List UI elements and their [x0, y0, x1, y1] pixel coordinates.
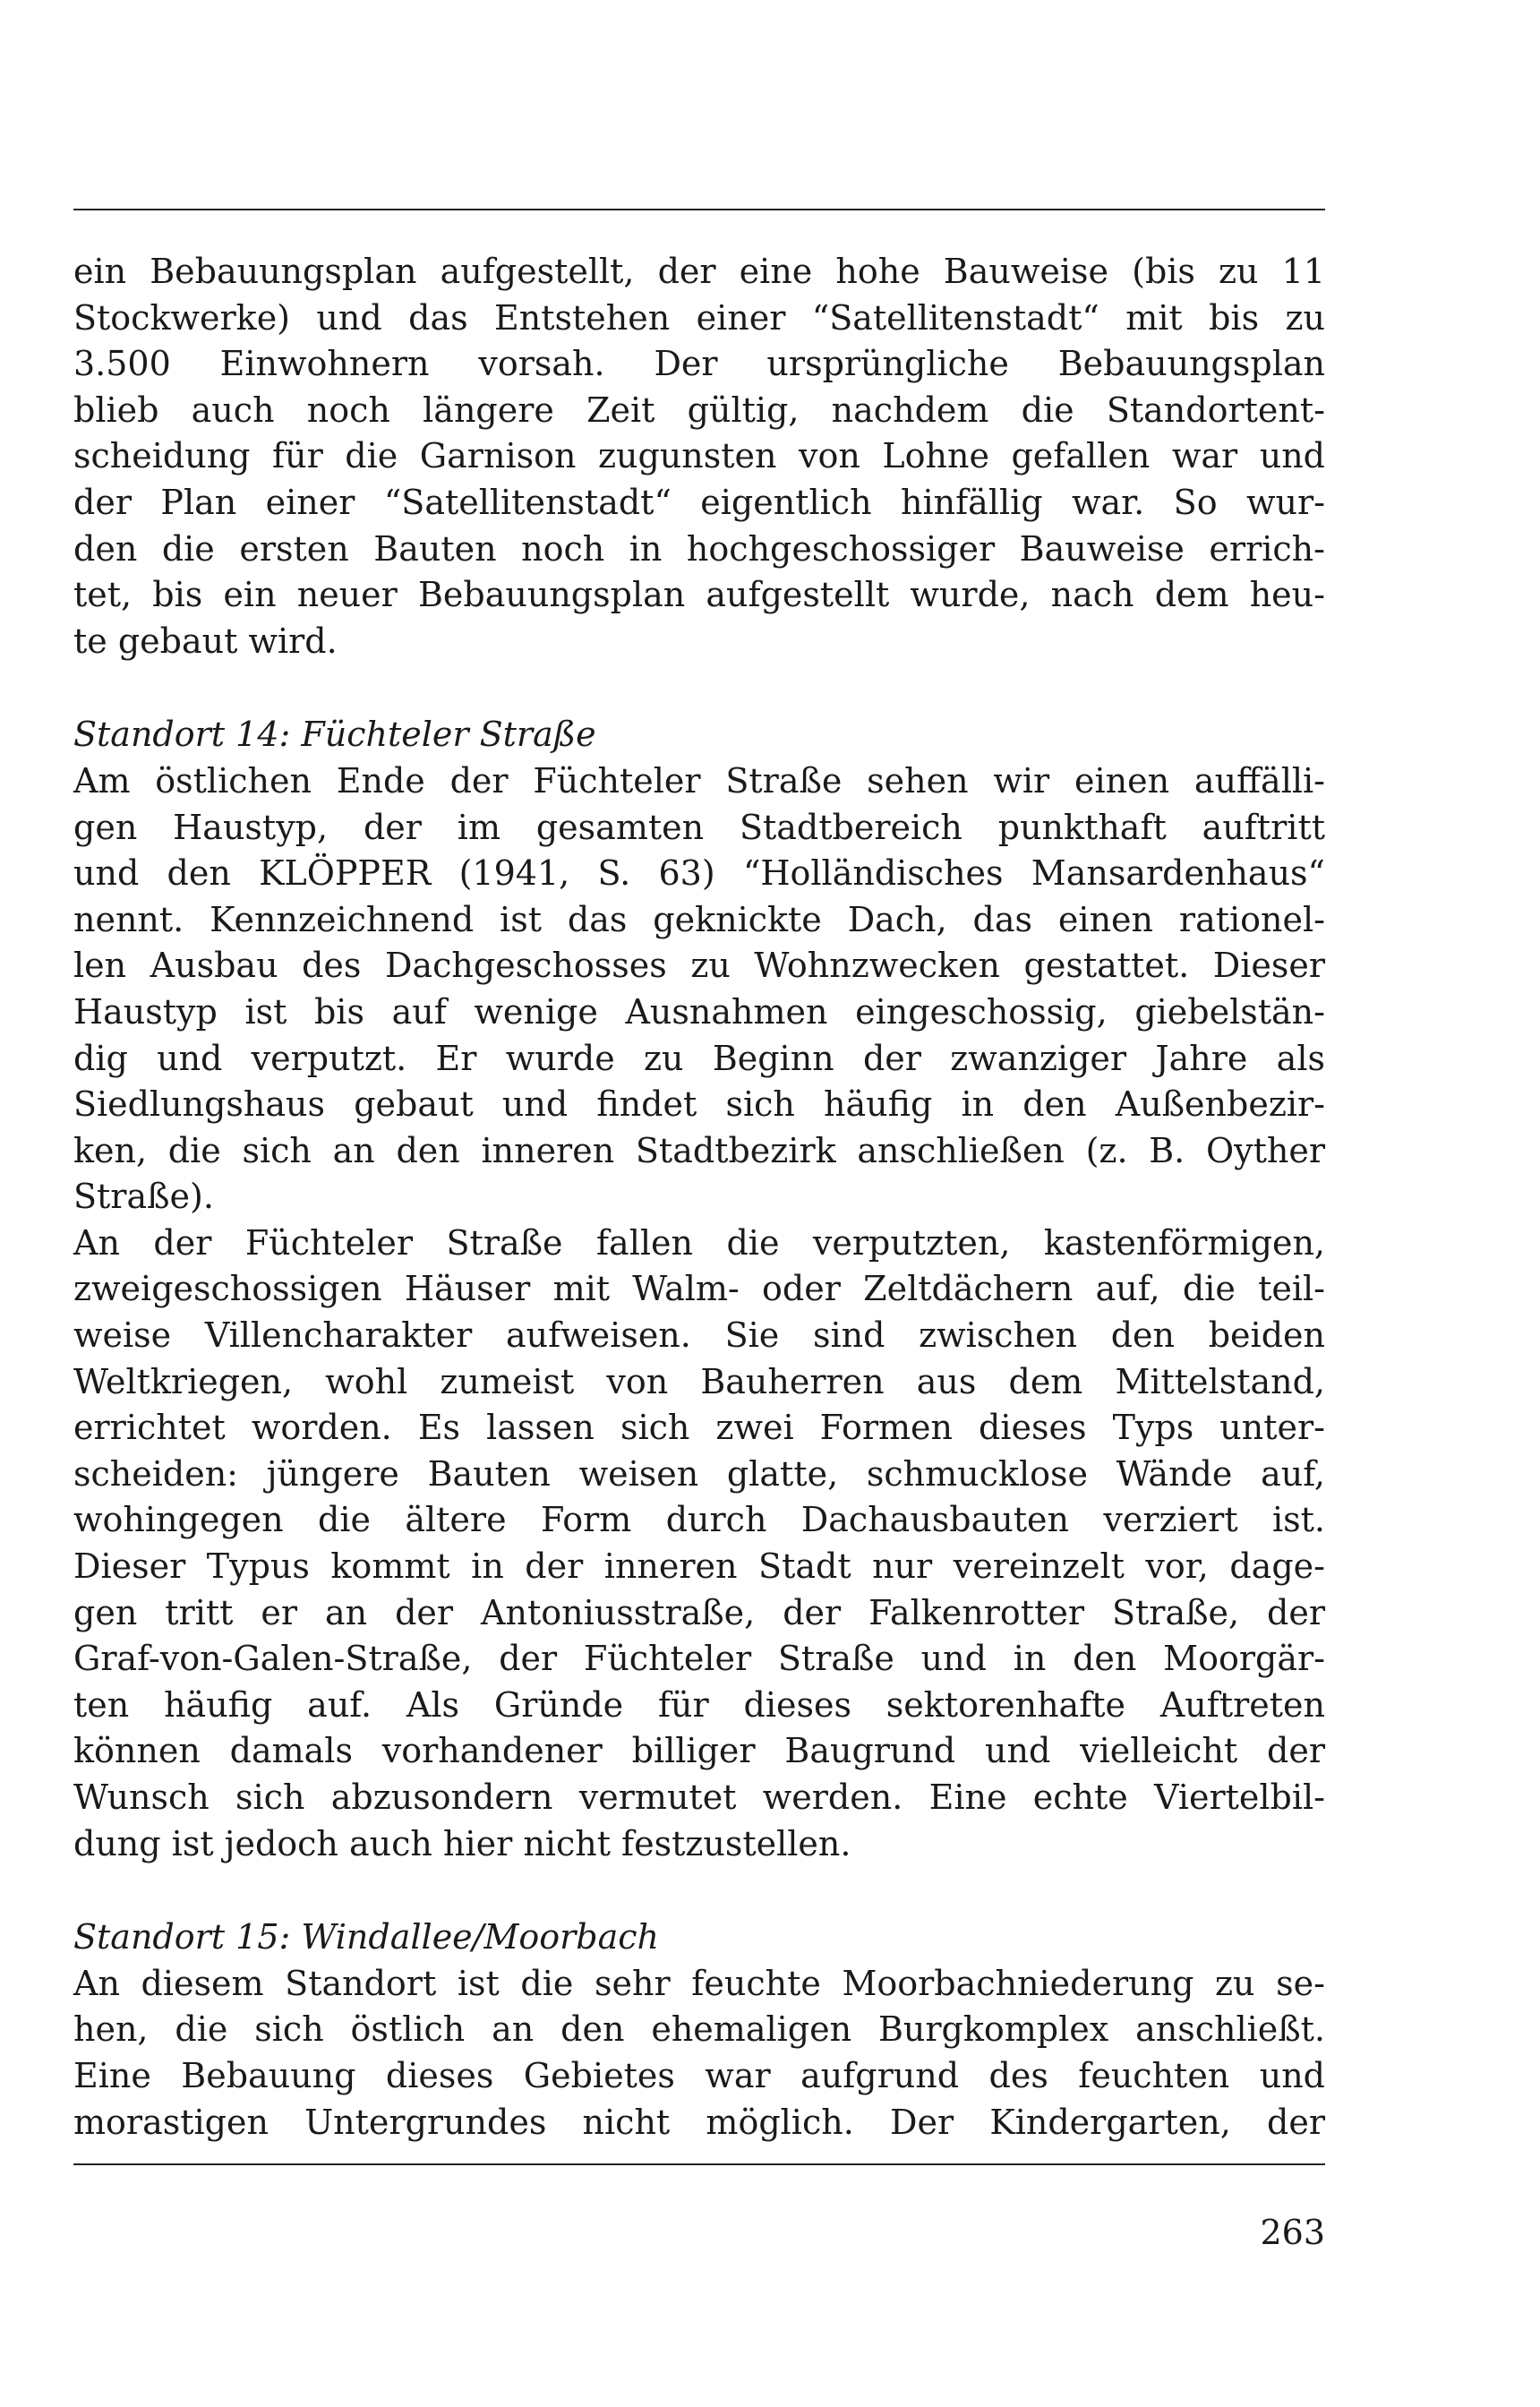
paragraph — [73, 758, 1325, 1221]
text-line: scheiden: jüngere Bauten weisen glatte, schmucklose Wände auf, — [73, 1453, 1325, 1494]
paragraph — [73, 1221, 1325, 1867]
text-line: dig und verputzt. Er wurde zu Beginn der zwanziger Jahre als — [73, 1038, 1325, 1078]
text-line: hen, die sich östlich an den ehemaligen Burgkomplex anschließt. — [73, 2009, 1325, 2050]
text-line: Graf-von-Galen-Straße, der Füchteler Straße und in den Moorgär- — [73, 1639, 1325, 1679]
bottom-rule — [73, 2163, 1325, 2165]
text-line: An der Füchteler Straße fallen die verputzten, kastenförmigen, — [73, 1222, 1325, 1263]
top-rule — [73, 209, 1325, 210]
text-line: weise Villencharakter aufweisen. Sie sind zwischen den beiden — [73, 1315, 1325, 1356]
text-line: Am östlichen Ende der Füchteler Straße sehen wir einen auffälli- — [73, 760, 1325, 801]
text-line: und den KLÖPPER (1941, S. 63) “Holländisches Mansardenhaus“ — [73, 853, 1325, 894]
text-line: dung ist jedoch auch hier nicht festzustellen. — [73, 1823, 851, 1863]
text-line: Weltkriegen, wohl zumeist von Bauherren aus dem Mittelstand, — [73, 1361, 1325, 1401]
section-gap — [73, 1867, 1325, 1914]
text-line: den die ersten Bauten noch in hochgeschossiger Bauweise errich- — [73, 528, 1325, 569]
text-line: morastigen Untergrundes nicht möglich. Der Kindergarten, der — [73, 2102, 1325, 2142]
text-line: tet, bis ein neuer Bebauungsplan aufgestellt wurde, nach dem heu- — [73, 575, 1325, 615]
text-line: ten häufig auf. Als Gründe für dieses sektorenhafte Auftreten — [73, 1684, 1325, 1725]
text-line: len Ausbau des Dachgeschosses zu Wohnzwecken gestattet. Dieser — [73, 946, 1325, 986]
text-line: errichtet worden. Es lassen sich zwei Formen dieses Typs unter- — [73, 1408, 1325, 1448]
text-line: Siedlungshaus gebaut und findet sich häufig in den Außenbezir- — [73, 1084, 1325, 1125]
page-number: 263 — [1260, 2213, 1325, 2252]
text-line: können damals vorhandener billiger Baugrund und vielleicht der — [73, 1731, 1325, 1771]
section-heading: Standort 15: Windallee/Moorbach — [73, 1917, 660, 1957]
paragraph — [73, 1961, 1325, 2146]
text-line: Eine Bebauung dieses Gebietes war aufgrund des feuchten und — [73, 2055, 1325, 2095]
text-line: blieb auch noch längere Zeit gültig, nachdem die Standortent- — [73, 390, 1325, 430]
text-line: Straße). — [73, 1177, 214, 1217]
text-line: der Plan einer “Satellitenstadt“ eigentlich hinfällig war. So wur- — [73, 482, 1325, 522]
text-line: scheidung für die Garnison zugunsten von Lohne gefallen war und — [73, 436, 1325, 476]
text-line: wohingegen die ältere Form durch Dachausbauten verziert ist. — [73, 1500, 1325, 1540]
body-text — [73, 249, 1325, 2146]
text-line: gen Haustyp, der im gesamten Stadtbereich punkthaft auftritt — [73, 807, 1325, 847]
text-line: Stockwerke) und das Entstehen einer “Satellitenstadt“ mit bis zu — [73, 297, 1325, 338]
paragraph — [73, 249, 1325, 664]
text-line: gen tritt er an der Antoniusstraße, der Falkenrotter Straße, der — [73, 1592, 1325, 1632]
text-line: Dieser Typus kommt in der inneren Stadt nur vereinzelt vor, dage- — [73, 1546, 1325, 1587]
text-line: An diesem Standort ist die sehr feuchte Moorbachniederung zu se- — [73, 1963, 1325, 2003]
text-line: nennt. Kennzeichnend ist das geknickte Dach, das einen rationel- — [73, 899, 1325, 939]
text-line: zweigeschossigen Häuser mit Walm- oder Zeltdächern auf, die teil- — [73, 1269, 1325, 1309]
text-line: Wunsch sich abzusondern vermutet werden. Eine echte Viertelbil- — [73, 1777, 1325, 1817]
text-line: ein Bebauungsplan aufgestellt, der eine hohe Bauweise (bis zu 11 — [73, 252, 1325, 291]
text-line: ken, die sich an den inneren Stadtbezirk anschließen (z. B. Oyther — [73, 1130, 1325, 1170]
section-gap — [73, 664, 1325, 712]
text-line: Haustyp ist bis auf wenige Ausnahmen eingeschossig, giebelstän- — [73, 991, 1325, 1032]
section-heading: Standort 14: Füchteler Straße — [73, 715, 596, 755]
text-line: te gebaut wird. — [73, 621, 338, 661]
text-line: 3.500 Einwohnern vorsah. Der ursprüngliche Bebauungsplan — [73, 344, 1325, 384]
